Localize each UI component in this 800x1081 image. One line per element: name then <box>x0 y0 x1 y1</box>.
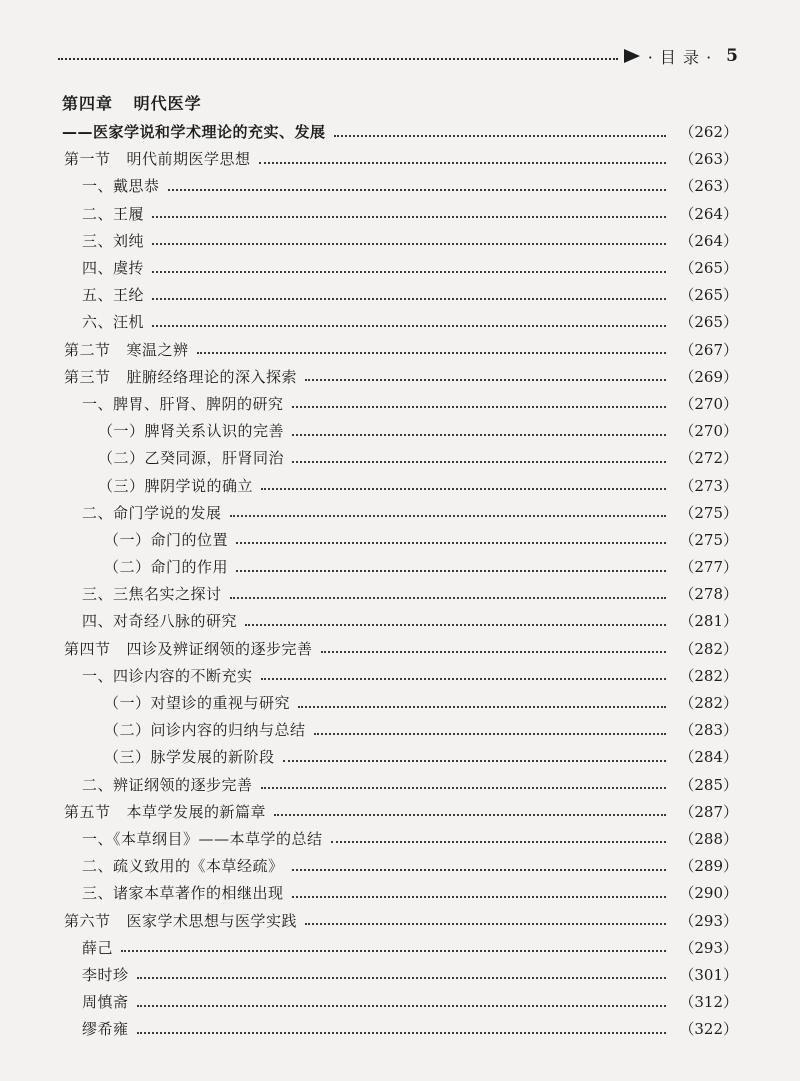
dot-leader <box>283 760 666 762</box>
entry-text: （二）问诊内容的归纳与总结 <box>104 721 306 740</box>
toc-entry-title <box>82 610 237 631</box>
dot-leader <box>137 1032 666 1034</box>
toc-entry-title <box>82 855 284 876</box>
triangle-arrow-icon <box>624 49 640 63</box>
dot-leader <box>298 706 666 708</box>
section-number: 第三节 <box>64 367 111 386</box>
entry-text: 二、命门学说的发展 <box>82 503 222 522</box>
entry-page-number: （263） <box>679 150 738 169</box>
dot-leader <box>245 624 666 626</box>
entry-text: 四诊及辨证纲领的逐步完善 <box>126 639 313 658</box>
entry-text: 三、刘纯 <box>82 231 145 250</box>
toc-entry[interactable] <box>0 118 800 145</box>
toc-entry-title <box>104 719 306 740</box>
toc-entry-title <box>98 420 284 441</box>
entry-page-number: （287） <box>679 802 738 821</box>
toc-entry[interactable] <box>0 662 800 689</box>
entry-page-number: （270） <box>679 422 738 441</box>
toc-entry[interactable] <box>0 852 800 879</box>
toc-entry[interactable] <box>0 553 800 580</box>
entry-text: 缪希雍 <box>82 1020 129 1039</box>
toc-entry-title <box>82 774 253 795</box>
toc-entry[interactable] <box>0 254 800 281</box>
toc-entry[interactable] <box>0 363 800 390</box>
entry-text: 明代前期医学思想 <box>126 150 251 169</box>
toc-entry-title <box>98 447 284 468</box>
entry-page-number: （264） <box>679 204 738 223</box>
toc-entry-title <box>104 746 275 767</box>
dot-leader <box>168 189 666 191</box>
entry-page-number: （264） <box>679 231 738 250</box>
dot-leader <box>292 461 666 463</box>
toc-entry-title <box>64 910 297 931</box>
entry-page-number: （288） <box>679 829 738 848</box>
toc-entry[interactable] <box>0 227 800 254</box>
toc-entry[interactable] <box>0 771 800 798</box>
toc-entry-title <box>82 311 144 332</box>
dot-leader <box>121 950 666 952</box>
toc-entry[interactable] <box>0 879 800 906</box>
entry-text: 六、汪机 <box>82 313 145 332</box>
entry-text: 周慎斋 <box>82 993 129 1012</box>
entry-text: （三）脉学发展的新阶段 <box>104 748 275 767</box>
toc-entry-title <box>82 1018 129 1039</box>
entry-text: 一、戴思恭 <box>82 177 160 196</box>
toc-entry-title <box>104 556 228 577</box>
toc-entry[interactable] <box>0 988 800 1015</box>
toc-entry[interactable] <box>0 825 800 852</box>
toc-entry[interactable] <box>0 200 800 227</box>
entry-page-number: （263） <box>679 177 738 196</box>
entry-page-number: （278） <box>679 585 738 604</box>
entry-page-number: （273） <box>679 476 738 495</box>
dot-leader <box>152 271 666 273</box>
toc-entry[interactable] <box>0 798 800 825</box>
entry-page-number: （265） <box>679 313 738 332</box>
entry-page-number: （272） <box>679 449 738 468</box>
dot-leader <box>334 135 666 137</box>
toc-entry[interactable] <box>0 444 800 471</box>
entry-page-number: （270） <box>679 394 738 413</box>
toc-entry-title <box>82 583 222 604</box>
entry-text: 一、《本草纲目》——本草学的总结 <box>82 829 323 848</box>
dot-leader <box>230 597 666 599</box>
dot-leader <box>259 162 666 164</box>
entry-text: 二、辨证纲领的逐步完善 <box>82 775 253 794</box>
toc-entry-title <box>64 148 251 169</box>
dot-leader <box>137 977 666 979</box>
dot-leader <box>292 434 666 436</box>
entry-page-number: （269） <box>679 367 738 386</box>
running-header <box>58 43 738 69</box>
entry-text: 本草学发展的新篇章 <box>126 802 267 821</box>
section-number: 第五节 <box>64 802 111 821</box>
toc-entry-title <box>82 991 129 1012</box>
toc-entry[interactable] <box>0 145 800 172</box>
dot-leader <box>314 733 666 735</box>
page-number: 5 <box>726 46 738 66</box>
dot-leader <box>261 678 666 680</box>
dot-leader <box>236 542 666 544</box>
toc-entry[interactable] <box>0 471 800 498</box>
toc-entry[interactable] <box>0 934 800 961</box>
dot-leader <box>230 515 666 517</box>
toc-entry[interactable] <box>0 172 800 199</box>
entry-page-number: （322） <box>679 1020 738 1039</box>
dot-leader <box>137 1005 666 1007</box>
entry-text: 三、三焦名实之探讨 <box>82 585 222 604</box>
entry-page-number: （277） <box>679 558 738 577</box>
section-number: 第四节 <box>64 639 111 658</box>
entry-text: 二、王履 <box>82 204 145 223</box>
toc-entry-title <box>82 665 253 686</box>
toc-entry[interactable] <box>0 390 800 417</box>
entry-page-number: （281） <box>679 612 738 631</box>
toc-entry[interactable] <box>0 308 800 335</box>
entry-page-number: （284） <box>679 748 738 767</box>
entry-page-number: （275） <box>679 530 738 549</box>
entry-text: 一、四诊内容的不断充实 <box>82 666 253 685</box>
toc-entry[interactable] <box>0 580 800 607</box>
dot-leader <box>274 814 666 816</box>
toc-entry[interactable] <box>0 961 800 988</box>
toc-entry-title <box>82 257 144 278</box>
entry-text: 一、脾胃、肝肾、脾阴的研究 <box>82 394 284 413</box>
toc-entry-title <box>82 175 160 196</box>
toc-entry[interactable] <box>0 499 800 526</box>
entry-page-number: （312） <box>679 993 738 1012</box>
entry-page-number: （265） <box>679 286 738 305</box>
table-of-contents <box>0 118 800 1042</box>
entry-text: 三、诸家本草著作的相继出现 <box>82 884 284 903</box>
entry-text: （三）脾阴学说的确立 <box>98 476 254 495</box>
entry-text: （二）命门的作用 <box>104 558 229 577</box>
entry-text: 四、对奇经八脉的研究 <box>82 612 238 631</box>
chapter-heading <box>62 91 202 114</box>
toc-entry-title <box>82 393 284 414</box>
toc-entry[interactable] <box>0 689 800 716</box>
dot-leader <box>321 651 666 653</box>
entry-text: ——医家学说和学术理论的充实、发展 <box>62 123 326 142</box>
toc-entry[interactable] <box>0 526 800 553</box>
toc-entry[interactable] <box>0 716 800 743</box>
entry-page-number: （283） <box>679 721 738 740</box>
entry-text: 脏腑经络理论的深入探索 <box>126 367 298 386</box>
toc-entry-title <box>82 964 129 985</box>
section-number: 第六节 <box>64 911 111 930</box>
entry-text: （一）命门的位置 <box>104 530 229 549</box>
toc-entry[interactable] <box>0 417 800 444</box>
entry-page-number: （262） <box>679 123 738 142</box>
dot-leader <box>152 243 666 245</box>
dot-leader <box>331 841 666 843</box>
entry-page-number: （275） <box>679 503 738 522</box>
dot-leader <box>197 352 666 354</box>
toc-entry[interactable] <box>0 607 800 634</box>
toc-entry-title <box>82 203 144 224</box>
entry-page-number: （267） <box>679 340 738 359</box>
chapter-number: 第四章 <box>62 94 114 113</box>
toc-entry-title <box>82 284 144 305</box>
entry-text: （一）脾肾关系认识的完善 <box>98 422 285 441</box>
toc-entry-title <box>104 692 290 713</box>
entry-text: 四、虞抟 <box>82 259 145 278</box>
toc-entry-title <box>98 475 253 496</box>
header-dot-leader <box>58 58 618 60</box>
toc-entry[interactable] <box>0 743 800 770</box>
toc-entry[interactable] <box>0 336 800 363</box>
toc-entry-title <box>64 638 313 659</box>
dot-leader <box>236 570 666 572</box>
section-number: 第一节 <box>64 150 111 169</box>
dot-leader <box>152 216 666 218</box>
entry-page-number: （285） <box>679 775 738 794</box>
entry-text: （二）乙癸同源，肝肾同治 <box>98 449 285 468</box>
entry-page-number: （293） <box>679 938 738 957</box>
toc-entry-title <box>82 502 222 523</box>
entry-page-number: （282） <box>679 666 738 685</box>
dot-leader <box>152 298 666 300</box>
dot-leader <box>305 379 666 381</box>
entry-page-number: （282） <box>679 639 738 658</box>
entry-text: 李时珍 <box>82 965 129 984</box>
entry-text: 医家学术思想与医学实践 <box>126 911 298 930</box>
entry-text: 二、疏义致用的《本草经疏》 <box>82 857 284 876</box>
entry-text: 寒温之辨 <box>126 340 189 359</box>
dot-leader <box>292 896 666 898</box>
toc-entry[interactable] <box>0 281 800 308</box>
toc-entry-title <box>82 828 323 849</box>
header-label: · 目 录 · <box>647 47 713 67</box>
entry-page-number: （301） <box>679 965 738 984</box>
entry-page-number: （282） <box>679 694 738 713</box>
toc-entry-title <box>82 230 144 251</box>
dot-leader <box>292 869 666 871</box>
entry-page-number: （289） <box>679 857 738 876</box>
toc-entry-title <box>104 529 228 550</box>
toc-entry-title <box>64 801 266 822</box>
entry-text: 五、王纶 <box>82 286 145 305</box>
dot-leader <box>261 488 666 490</box>
toc-entry-title <box>64 339 189 360</box>
dot-leader <box>152 325 666 327</box>
toc-entry[interactable] <box>0 635 800 662</box>
toc-entry-title <box>62 121 326 142</box>
entry-text: （一）对望诊的重视与研究 <box>104 694 291 713</box>
dot-leader <box>261 787 666 789</box>
toc-entry-title <box>82 882 284 903</box>
section-number: 第二节 <box>64 340 111 359</box>
toc-entry-title <box>64 366 297 387</box>
toc-entry-title <box>82 937 113 958</box>
entry-page-number: （265） <box>679 259 738 278</box>
entry-text: 薛己 <box>82 938 114 957</box>
toc-entry[interactable] <box>0 1015 800 1042</box>
entry-page-number: （293） <box>679 911 738 930</box>
entry-page-number: （290） <box>679 884 738 903</box>
toc-entry[interactable] <box>0 906 800 933</box>
chapter-title: 明代医学 <box>133 94 202 113</box>
dot-leader <box>292 406 666 408</box>
dot-leader <box>305 923 666 925</box>
